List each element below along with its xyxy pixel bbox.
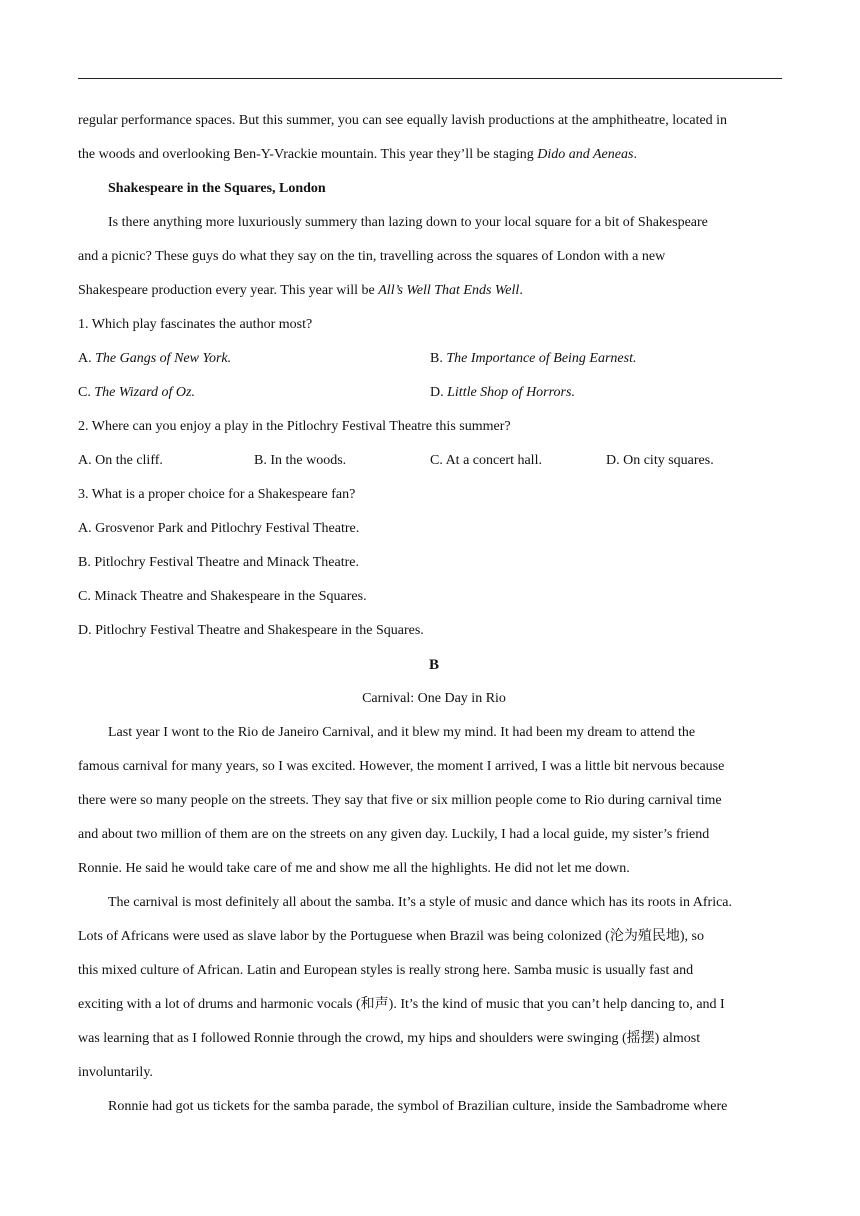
paragraph-line: exciting with a lot of drums and harmonic vocals (和声). It’s the kind of music that you can’t help dancing to, and I xyxy=(78,997,725,1012)
play-title-italic: Dido and Aeneas xyxy=(537,147,634,162)
option-row xyxy=(78,376,790,410)
header-rule xyxy=(78,78,782,79)
option-d: D. Pitlochry Festival Theatre and Shakespeare in the Squares. xyxy=(78,623,424,638)
paragraph-line: Last year I wont to the Rio de Janeiro Carnival, and it blew my mind. It had been my dream to attend the xyxy=(108,725,696,740)
document-body xyxy=(78,104,790,1124)
option-text: The Wizard of Oz. xyxy=(94,385,195,400)
section-heading: Shakespeare in the Squares, London xyxy=(108,181,326,196)
text-span: . xyxy=(519,283,523,298)
text-span: Shakespeare production every year. This year will be xyxy=(78,283,379,298)
option-row xyxy=(78,342,790,376)
paragraph-line: The carnival is most definitely all about the samba. It’s a style of music and dance which has its roots in Africa. xyxy=(108,895,733,910)
paragraph-line: Ronnie had got us tickets for the samba parade, the symbol of Brazilian culture, inside the Sambadrome where xyxy=(108,1099,728,1114)
option-b: B. In the woods. xyxy=(254,453,347,468)
option-d xyxy=(430,376,575,410)
paragraph-line: and about two million of them are on the streets on any given day. Luckily, I had a local guide, my sister’s friend xyxy=(78,827,710,842)
question-stem: 1. Which play fascinates the author most? xyxy=(78,317,313,332)
paragraph-line: this mixed culture of African. Latin and European styles is really strong here. Samba music is usually fast and xyxy=(78,963,694,978)
option-c: C. At a concert hall. xyxy=(430,453,542,468)
text-span: . xyxy=(633,147,637,162)
paragraph-line: Lots of Africans were used as slave labor by the Portuguese when Brazil was being colonized (沦为殖民地), so xyxy=(78,929,704,944)
paragraph-line: involuntarily. xyxy=(78,1065,153,1080)
option-b: B. Pitlochry Festival Theatre and Minack Theatre. xyxy=(78,555,359,570)
passage-title: Carnival: One Day in Rio xyxy=(362,691,506,706)
paragraph-line: and a picnic? These guys do what they say on the tin, travelling across the squares of London with a new xyxy=(78,249,666,264)
option-text: The Importance of Being Earnest. xyxy=(446,351,637,366)
paragraph-line xyxy=(78,274,790,308)
paragraph-line: Is there anything more luxuriously summery than lazing down to your local square for a bit of Shakespeare xyxy=(108,215,708,230)
option-text: Little Shop of Horrors. xyxy=(447,385,575,400)
question-stem: 3. What is a proper choice for a Shakespeare fan? xyxy=(78,487,356,502)
option-a xyxy=(78,342,231,376)
play-title-italic: All’s Well That Ends Well xyxy=(378,283,520,298)
option-letter: C. xyxy=(78,385,95,400)
option-c xyxy=(78,376,195,410)
option-text: The Gangs of New York. xyxy=(95,351,232,366)
paragraph-line xyxy=(78,138,790,172)
paragraph-line: regular performance spaces. But this summer, you can see equally lavish productions at the amphitheatre, located in xyxy=(78,113,728,128)
option-c: C. Minack Theatre and Shakespeare in the Squares. xyxy=(78,589,367,604)
option-letter: A. xyxy=(78,351,96,366)
paragraph-line: there were so many people on the streets. They say that five or six million people come to Rio during carnival time xyxy=(78,793,722,808)
option-d: D. On city squares. xyxy=(606,453,714,468)
paragraph-line: famous carnival for many years, so I was excited. However, the moment I arrived, I was a little bit nervous because xyxy=(78,759,725,774)
question-stem: 2. Where can you enjoy a play in the Pitlochry Festival Theatre this summer? xyxy=(78,419,511,434)
option-a: A. On the cliff. xyxy=(78,453,163,468)
option-row xyxy=(78,444,790,478)
paragraph-line: Ronnie. He said he would take care of me and show me all the highlights. He did not let me down. xyxy=(78,861,630,876)
option-a: A. Grosvenor Park and Pitlochry Festival Theatre. xyxy=(78,521,360,536)
section-label: B xyxy=(428,657,439,673)
text-span: the woods and overlooking Ben-Y-Vrackie mountain. This year they’ll be staging xyxy=(78,147,538,162)
option-letter: D. xyxy=(430,385,448,400)
option-letter: B. xyxy=(430,351,447,366)
paragraph-line: was learning that as I followed Ronnie through the crowd, my hips and shoulders were swinging (摇摆) almost xyxy=(78,1031,701,1046)
option-b xyxy=(430,342,636,376)
